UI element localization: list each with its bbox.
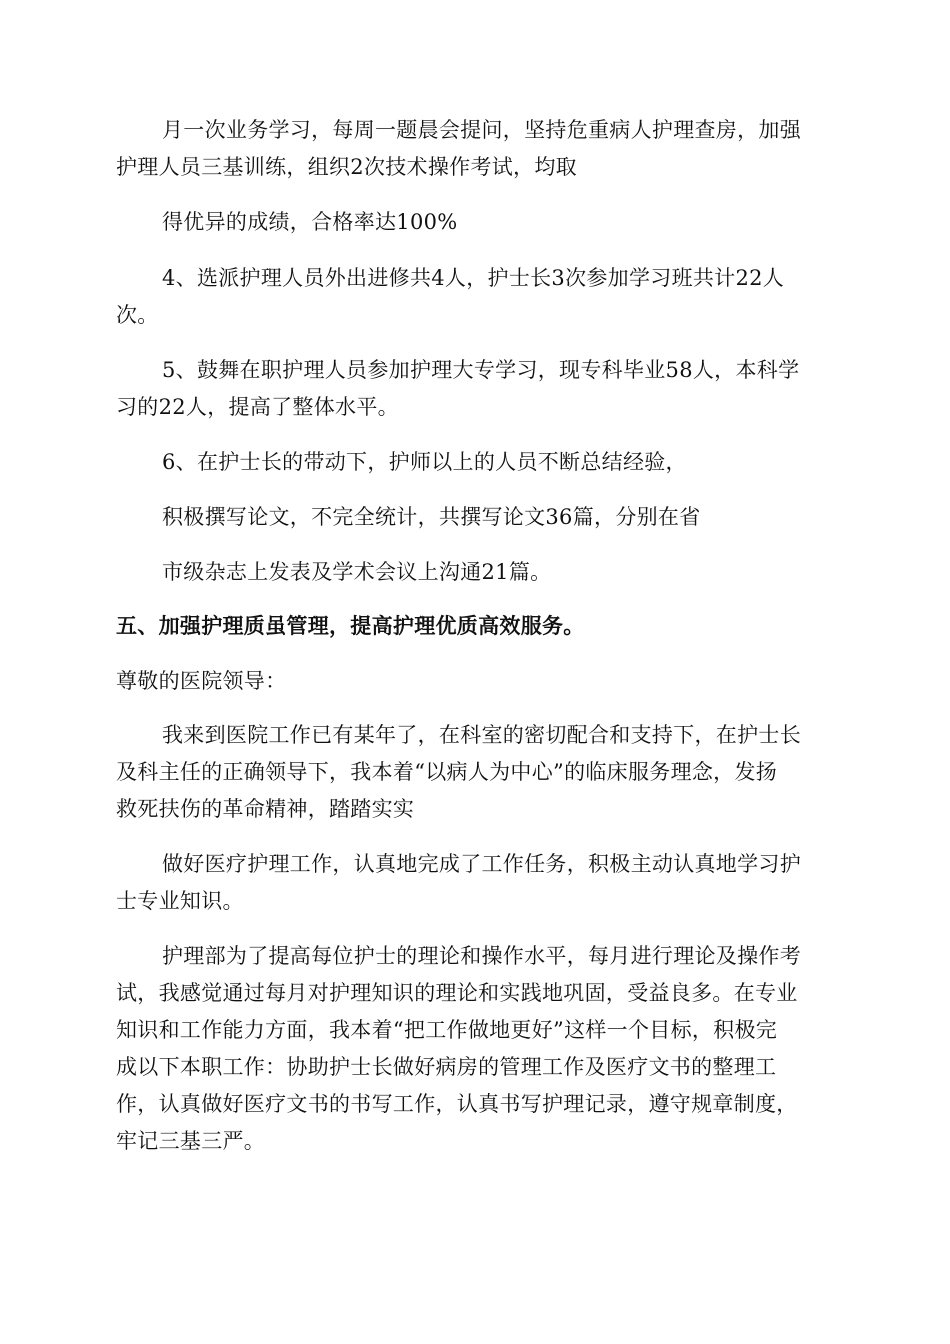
text-line: 5、鼓舞在职护理人员参加护理大专学习，现专科毕业58人，本科学 xyxy=(162,358,800,382)
text-line: 6、在护士长的带动下，护师以上的人员不断总结经验， xyxy=(162,450,687,474)
text-line: 得优异的成绩，合格率达100% xyxy=(162,210,458,234)
text-line: 4、选派护理人员外出进修共4人，护士长3次参加学习班共计22人 xyxy=(162,266,785,290)
text-line: 护理部为了提高每位护士的理论和操作水平，每月进行理论及操作考 xyxy=(162,944,801,968)
text-line: 积极撰写论文，不完全统计，共撰写论文36篇，分别在省 xyxy=(162,505,701,529)
text-line: 市级杂志上发表及学术会议上沟通21篇。 xyxy=(162,560,552,584)
text-line: 成以下本职工作：协助护士长做好病房的管理工作及医疗文书的整理工 xyxy=(116,1055,777,1079)
text-line: 做好医疗护理工作，认真地完成了工作任务，积极主动认真地学习护 xyxy=(162,852,801,876)
text-line: 习的22人，提高了整体水平。 xyxy=(116,395,399,419)
text-line: 知识和工作能力方面，我本着“把工作做地更好”这样一个目标，积极完 xyxy=(116,1018,778,1042)
text-line: 作，认真做好医疗文书的书写工作，认真书写护理记录，遵守规章制度， xyxy=(116,1092,798,1116)
text-line: 试，我感觉通过每月对护理知识的理论和实践地巩固，受益良多。在专业 xyxy=(116,981,798,1005)
salutation: 尊敬的医院领导： xyxy=(116,669,287,693)
text-line: 救死扶伤的革命精神，踏踏实实 xyxy=(116,797,415,821)
text-line: 及科主任的正确领导下，我本着“以病人为中心”的临床服务理念，发扬 xyxy=(116,760,778,784)
text-line: 我来到医院工作已有某年了，在科室的密切配合和支持下，在护士长 xyxy=(162,723,801,747)
section-heading: 五、加强护理质虽管理，提高护理优质高效服务。 xyxy=(116,613,585,638)
text-line: 次。 xyxy=(116,303,159,327)
text-line: 月一次业务学习，每周一题晨会提问，坚持危重病人护理查房，加强 xyxy=(162,118,801,142)
text-line: 牢记三基三严。 xyxy=(116,1129,266,1153)
text-line: 护理人员三基训练，组织2次技术操作考试，均取 xyxy=(116,155,577,179)
text-line: 士专业知识。 xyxy=(116,889,244,913)
